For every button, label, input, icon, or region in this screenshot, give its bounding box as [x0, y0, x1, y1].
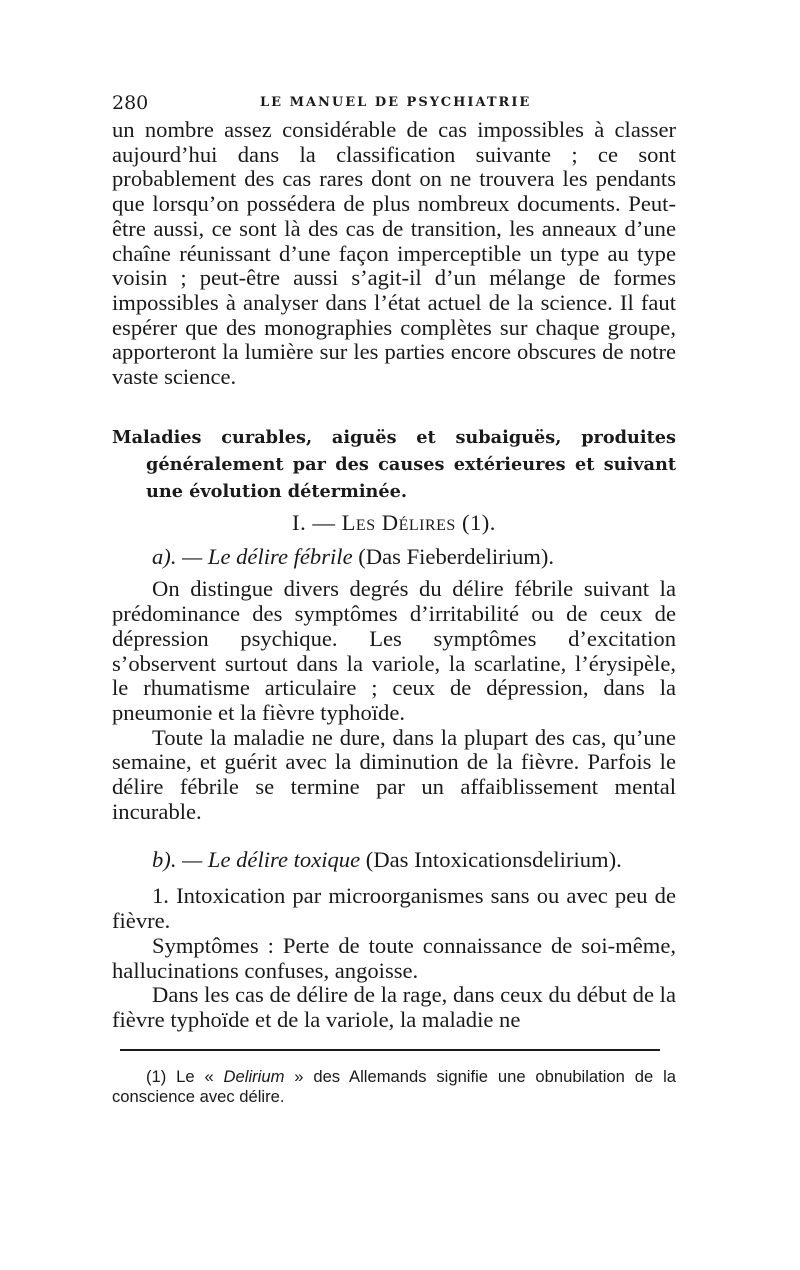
footnote-reference: (1).: [461, 509, 496, 535]
page-number: 280: [112, 92, 149, 114]
paragraph-symptoms: Symptômes : Perte de toute connaissance de soi-même, hallucinations confuses, angoisse.: [112, 932, 676, 983]
paragraph-fever-duration: Toute la maladie ne dure, dans la plupart des cas, qu’une semaine, et guérit avec la diminution de la fièvre. Parfois le délire fébrile se termine par un affaiblissement mental incurable.: [112, 724, 676, 824]
running-head: [112, 92, 676, 118]
paragraph-rage: Dans les cas de délire de la rage, dans ceux du début de la fièvre typhoïde et de la variole, la maladie ne: [112, 982, 676, 1032]
paragraph-continuation: un nombre assez considérable de cas impossibles à classer aujourd’hui dans la classification suivante ; ce sont probablement des cas rares dont on ne trouvera les pendants que lorsqu’on possédera de plus nombreux documents. Peut-être aussi, ce sont là des cas de transition, les anneaux d’une chaîne réunissant d’une façon imperceptible un type au type voisin ; peut-être aussi s’agit-il d’un mélange de formes impossibles à analyser dans l’état actuel de la science. Il faut espérer que des monographies complètes sur chaque groupe, apporteront la lumière sur les parties encore obscures de notre vaste science.: [112, 117, 676, 390]
subsection-german-b: (Das Intoxicationsdelirium).: [365, 847, 622, 873]
footnote: [112, 1067, 676, 1107]
chapter-title: [112, 511, 676, 536]
footnote-text-after: » des Allemands signifie une obnubilation de la conscience avec délire.: [112, 1067, 676, 1107]
book-page: [112, 92, 676, 1124]
subsection-label-a: a). —: [152, 544, 203, 570]
running-title: LE MANUEL DE PSYCHIATRIE: [260, 95, 532, 110]
paragraph-intoxication: 1. Intoxication par microorganismes sans ou avec peu de fièvre.: [112, 883, 676, 934]
paragraph-fever-degrees: On distingue divers degrés du délire fébrile suivant la prédominance des symptômes d’irritabilité ou de ceux de dépression psychique. Les symptômes d’excitation s’observent surtout dans la variole, la scarlatine, l’érysipèle, le rhumatisme articulaire ; ceux de dépression, dans la pneumonie et la fièvre typhoïde.: [112, 576, 676, 725]
body-text: [112, 118, 676, 1033]
chapter-number: I. —: [292, 509, 336, 535]
subsection-german-a: (Das Fieberdelirium).: [358, 544, 555, 570]
subsection-heading-b: [152, 846, 676, 874]
footnote-divider: [120, 1049, 660, 1051]
subsection-title-b: Le délire toxique: [207, 847, 361, 873]
subsection-label-b: b). —: [152, 847, 203, 873]
subsection-heading-a: [152, 543, 676, 571]
chapter-name: Les Délires: [341, 509, 456, 535]
subsection-title-a: Le délire fébrile: [207, 544, 353, 570]
footnote-marker: (1): [146, 1067, 167, 1087]
section-heading: Maladies curables, aiguës et subaiguës, produites généralement par des causes extérieures et suivant une évolution déterminée.: [112, 426, 676, 502]
footnote-italic-term: Delirium: [223, 1067, 285, 1087]
footnote-text-before: Le «: [176, 1067, 214, 1087]
